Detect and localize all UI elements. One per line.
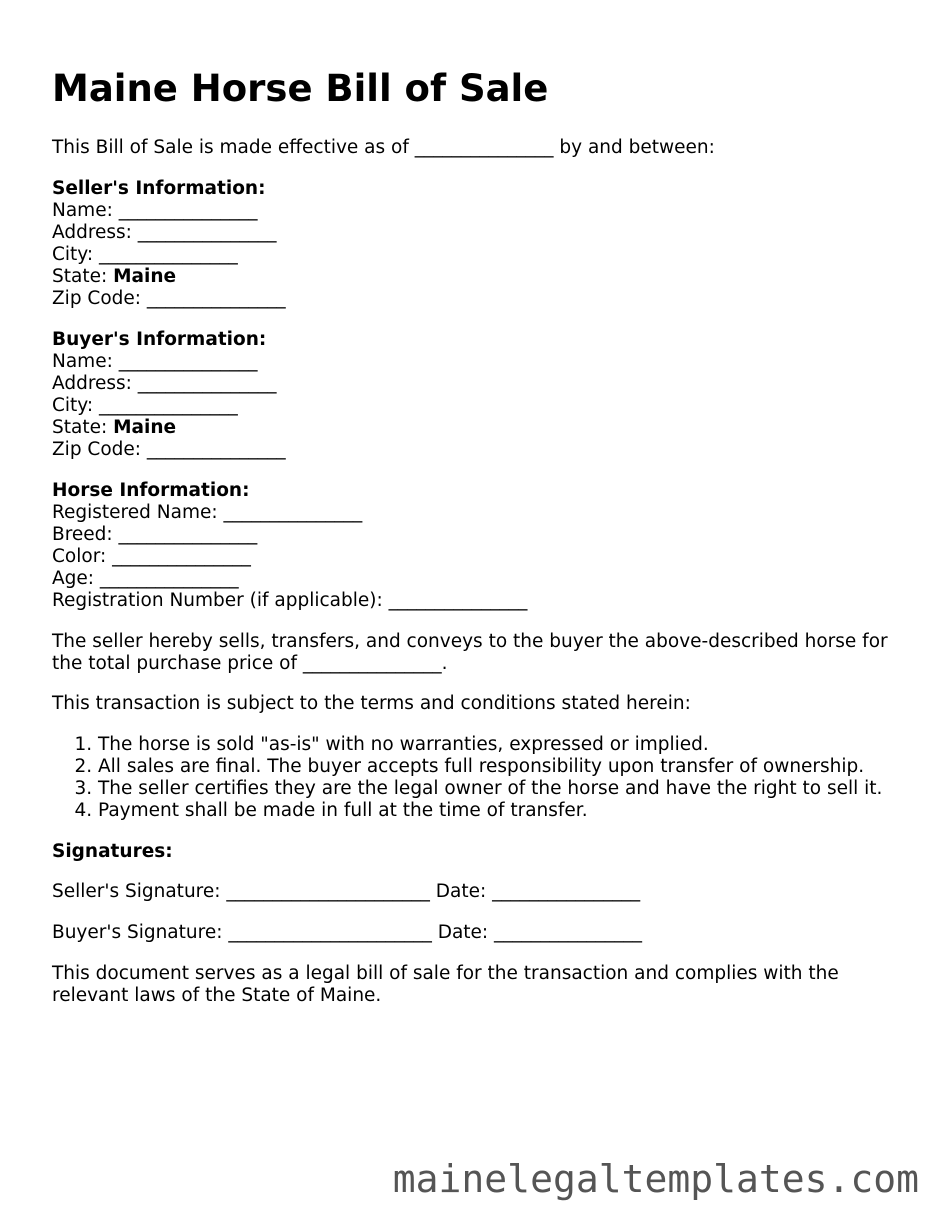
closing-line-2: relevant laws of the State of Maine. <box>52 985 382 1006</box>
horse-registration-number-field: Registration Number (if applicable): _______________ <box>52 590 528 611</box>
buyer-state-field <box>52 417 286 439</box>
sale-line-2: the total purchase price of _______________. <box>52 653 448 674</box>
horse-registered-name-field: Registered Name: _______________ <box>52 502 363 523</box>
seller-signature-line: Seller's Signature: ______________________ Date: ________________ <box>52 881 641 902</box>
intro-paragraph: This Bill of Sale is made effective as of _______________ by and between: <box>52 137 715 158</box>
footer-watermark: mainelegaltemplates.com <box>392 1157 919 1201</box>
signatures-heading: Signatures: <box>52 841 173 862</box>
buyer-state-value: Maine <box>113 417 177 438</box>
seller-section <box>52 178 286 310</box>
horse-heading: Horse Information: <box>52 480 250 501</box>
horse-section <box>52 480 527 612</box>
terms-list <box>52 734 882 822</box>
list-item: 3. The seller certifies they are the legal owner of the horse and have the right to sell it. <box>98 778 882 800</box>
buyer-zip-field: Zip Code: _______________ <box>52 439 286 460</box>
sale-paragraph <box>52 631 888 675</box>
buyer-signature-line: Buyer's Signature: ______________________ Date: ________________ <box>52 922 643 943</box>
horse-age-field: Age: _______________ <box>52 568 239 589</box>
seller-city-field: City: _______________ <box>52 244 238 265</box>
closing-line-1: This document serves as a legal bill of sale for the transaction and complies with the <box>52 963 839 984</box>
buyer-state-label: State: <box>52 417 114 438</box>
buyer-section <box>52 329 286 461</box>
seller-heading: Seller's Information: <box>52 178 266 199</box>
list-item: 1. The horse is sold "as-is" with no warranties, expressed or implied. <box>98 734 882 756</box>
horse-breed-field: Breed: _______________ <box>52 524 258 545</box>
seller-state-field <box>52 266 286 288</box>
seller-name-field: Name: _______________ <box>52 200 258 221</box>
seller-state-value: Maine <box>113 266 177 287</box>
list-item: 2. All sales are final. The buyer accepts full responsibility upon transfer of ownership. <box>98 756 882 778</box>
buyer-name-field: Name: _______________ <box>52 351 258 372</box>
list-item: 4. Payment shall be made in full at the time of transfer. <box>98 800 882 822</box>
seller-zip-field: Zip Code: _______________ <box>52 288 286 309</box>
terms-intro: This transaction is subject to the terms and conditions stated herein: <box>52 693 691 714</box>
closing-paragraph <box>52 963 839 1007</box>
buyer-address-field: Address: _______________ <box>52 373 277 394</box>
document-title: Maine Horse Bill of Sale <box>52 67 549 110</box>
buyer-city-field: City: _______________ <box>52 395 238 416</box>
horse-color-field: Color: _______________ <box>52 546 251 567</box>
buyer-heading: Buyer's Information: <box>52 329 267 350</box>
seller-address-field: Address: _______________ <box>52 222 277 243</box>
sale-line-1: The seller hereby sells, transfers, and conveys to the buyer the above-described horse for <box>52 631 888 652</box>
seller-state-label: State: <box>52 266 114 287</box>
